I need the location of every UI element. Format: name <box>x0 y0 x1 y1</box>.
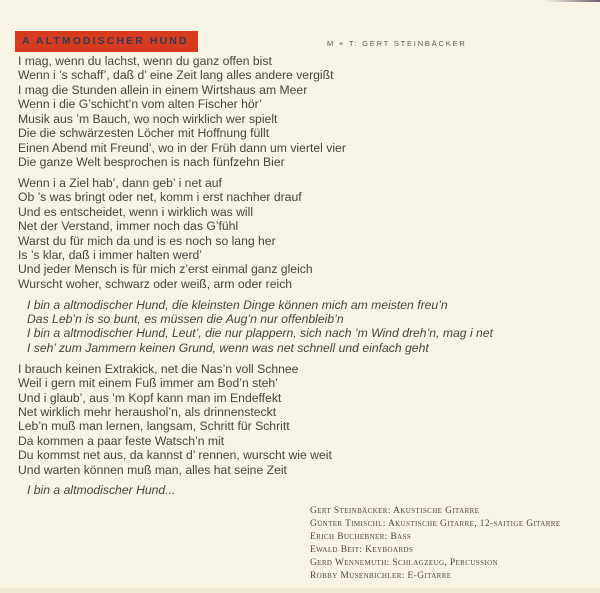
lyric-line: Und i glaub’, aus ’m Kopf kann man im Endeffekt <box>18 390 282 405</box>
credit-line: Gert Steinbäcker: Akustische Gitarre <box>310 506 480 516</box>
lyric-line: I seh’ zum Jammern keinen Grund, wenn was net schnell und einfach geht <box>27 340 429 355</box>
lyric-line: Und es entscheidet, wenn i wirklich was will <box>18 204 254 219</box>
credit-line: Robby Musenbichler: E-Gitarre <box>310 571 452 581</box>
scan-artifact-bottom-edge <box>0 588 600 593</box>
lyric-line: Die ganze Welt besprochen is nach fünfzehn Bier <box>18 155 285 170</box>
lyric-line: Und jeder Mensch is für mich z’erst einmal ganz gleich <box>18 262 313 277</box>
chorus-stanza <box>18 483 593 497</box>
lyric-line: I brauch keinen Extrakick, net die Nas’n voll Schnee <box>18 361 299 376</box>
lyric-line: Das Leb’n is so bunt, es müssen die Aug’n nur offenbleib’n <box>27 312 344 327</box>
credit-line: Gerd Wennemuth: Schlagzeug, Percussion <box>310 558 498 568</box>
lyric-line: Und warten können muß man, alles hat seine Zeit <box>18 462 287 477</box>
music-text-credit: M + T: GERT STEINBÄCKER <box>327 39 467 48</box>
lyric-line: Weil i gern mit einem Fuß immer am Bod’n steh’ <box>18 376 278 391</box>
lyric-line: I mag, wenn du lachst, wenn du ganz offen bist <box>18 54 272 68</box>
lyrics <box>18 54 593 504</box>
verse-stanza <box>18 176 593 292</box>
lyric-line: Is ’s klar, daß i immer halten werd’ <box>18 247 203 262</box>
verse-stanza <box>18 362 593 478</box>
musician-credits <box>310 505 561 583</box>
lyric-line: Du kommst net aus, da kannst d’ rennen, wurscht wie weit <box>18 448 332 463</box>
lyric-line: Net wirklich mehr heraushol’n, als drinnensteckt <box>18 404 277 419</box>
lyric-line: Wurscht woher, schwarz oder weiß, arm oder reich <box>18 276 293 291</box>
credit-line: Erich Buchebner: Bass <box>310 532 412 542</box>
lyric-line: Ob ’s was bringt oder net, komm i erst nachher drauf <box>18 190 302 205</box>
lyric-line: Die die schwärzesten Löcher mit Hoffnung füllt <box>18 126 270 141</box>
lyric-line: I bin a altmodischer Hund... <box>27 483 176 498</box>
credit-line: Ewald Beit: Keyboards <box>310 545 414 555</box>
lyric-line: Wenn i ’s schaff’, daß d’ eine Zeit lang alles andere vergißt <box>18 68 334 83</box>
credit-line: Günter Timischl: Akustische Gitarre, 12-saitige Gitarre <box>310 519 561 529</box>
song-title-box <box>15 31 198 52</box>
lyric-line: Einen Abend mit Freund’, wo in der Früh dann um viertel vier <box>18 140 346 155</box>
scan-artifact-top-edge <box>544 0 600 2</box>
lyric-line: I bin a altmodischer Hund, die kleinsten Dinge können mich am meisten freu’n <box>27 297 448 312</box>
lyric-line: Wenn i die G’schicht’n vom alten Fischer hör’ <box>18 97 262 112</box>
lyric-line: Warst du für mich da und is es noch so lang her <box>18 233 276 248</box>
lyric-line: I mag die Stunden allein in einem Wirtshaus am Meer <box>18 82 308 97</box>
chorus-stanza <box>18 298 593 356</box>
lyric-line: Leb’n muß man lernen, langsam, Schritt für Schritt <box>18 419 290 434</box>
verse-stanza <box>18 54 593 170</box>
lyric-line: Musik aus ’m Bauch, wo noch wirklich wer spielt <box>18 111 278 126</box>
song-header <box>15 31 585 53</box>
song-title: A ALTMODISCHER HUND <box>22 35 189 47</box>
lyric-line: Wenn i a Ziel hab’, dann geb’ i net auf <box>18 175 222 190</box>
lyric-line: Da kommen a paar feste Watsch’n mit <box>18 433 225 448</box>
lyric-line: I bin a altmodischer Hund, Leut’, die nur plappern, sich nach ’m Wind dreh’n, mag i net <box>27 326 493 341</box>
lyric-line: Net der Verstand, immer noch das G’fühl <box>18 219 239 234</box>
